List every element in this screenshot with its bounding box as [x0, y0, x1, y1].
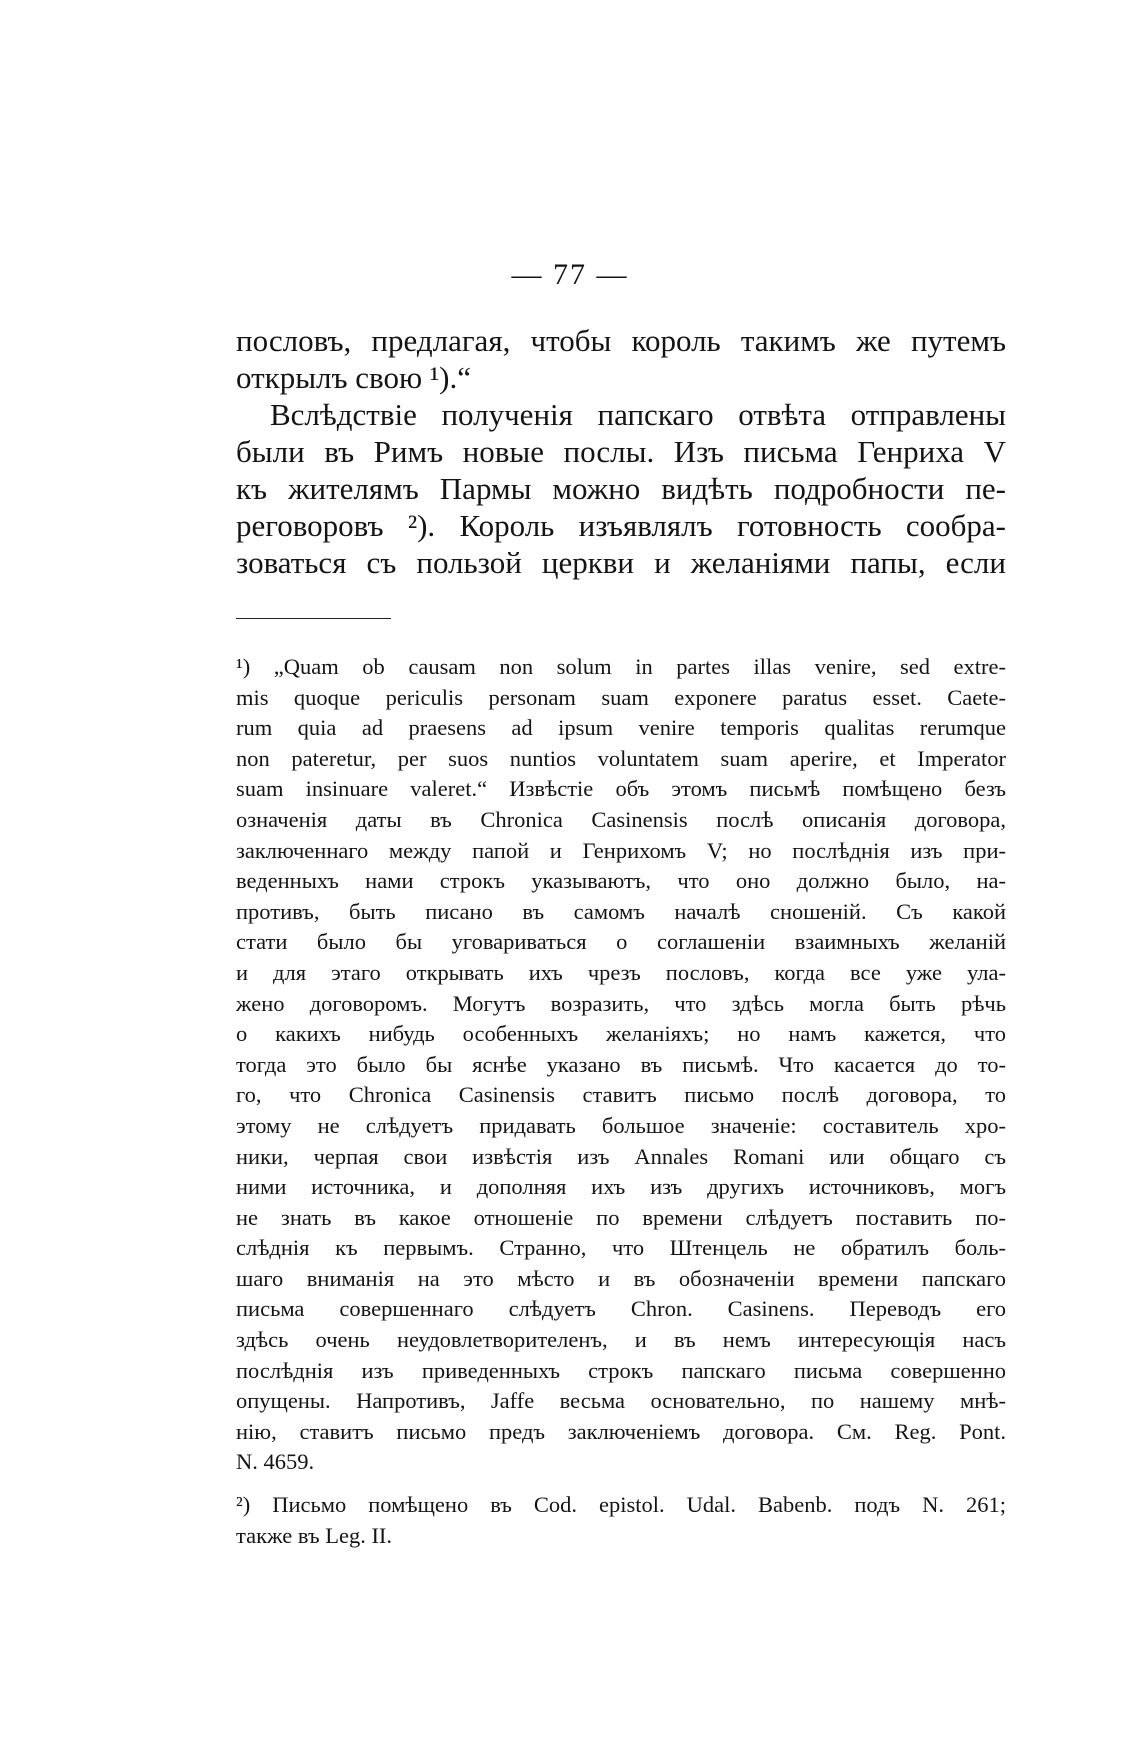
main-text	[236, 322, 1006, 581]
footnote-line: ²) Письмо помѣщено въ Cod. epistol. Udal. Babenb. подъ N. 261;	[236, 1492, 1006, 1518]
footnote-2	[236, 1490, 1006, 1551]
footnote-line: жено договоромъ. Могутъ возразить, что здѣсь могла быть рѣчь	[236, 990, 1006, 1016]
footnote-line: mis quoque periculis personam suam exponere paratus esset. Caete-	[236, 684, 1006, 710]
footnote-line: опущены. Напротивъ, Jaffe весьма основательно, по нашему мнѣ-	[236, 1388, 1006, 1414]
footnote-1	[236, 652, 1006, 1478]
footnote-line: веденныхъ нами строкъ указываютъ, что оно должно было, на-	[236, 868, 1006, 894]
footnote-line: N. 4659.	[236, 1449, 315, 1475]
footnote-line: также въ Leg. II.	[236, 1522, 393, 1548]
footnote-line: ними источника, и дополняя ихъ изъ другихъ источниковъ, могъ	[236, 1174, 1006, 1200]
footnote-line: слѣднія къ первымъ. Странно, что Штенцель не обратилъ боль-	[236, 1235, 1006, 1261]
footnote-line: о какихъ нибудь особенныхъ желаніяхъ; но намъ кажется, что	[236, 1021, 1006, 1047]
footnote-line: заключеннаго между папой и Генрихомъ V; но послѣднія изъ при-	[236, 837, 1006, 863]
footnote-line: ники, черпая свои извѣстія изъ Annales Romani или общаго съ	[236, 1143, 1006, 1169]
footnote-line: нію, ставитъ письмо предъ заключеніемъ договора. См. Reg. Pont.	[236, 1418, 1006, 1444]
text-line: реговоровъ ²). Король изъявлялъ готовность сообра-	[236, 508, 1006, 543]
footnote-line: означенія даты въ Chronica Casinensis послѣ описанія договора,	[236, 806, 1006, 832]
footnote-line: шаго вниманія на это мѣсто и въ обозначеніи времени папскаго	[236, 1265, 1006, 1291]
footnote-line: suam insinuare valeret.“ Извѣстіе объ этомъ письмѣ помѣщено безъ	[236, 776, 1006, 802]
text-line: Вслѣдствіе полученія папскаго отвѣта отправлены	[270, 397, 1006, 432]
footnote-line: этому не слѣдуетъ придавать большое значеніе: составитель хро-	[236, 1112, 1006, 1138]
text-line: къ жителямъ Пармы можно видѣть подробности пе-	[236, 471, 1006, 506]
footnote-line: письма совершеннаго слѣдуетъ Chron. Casinens. Переводъ его	[236, 1296, 1006, 1322]
footnote-line: non pateretur, per suos nuntios voluntatem suam aperire, et Imperator	[236, 745, 1006, 771]
footnote-line: rum quia ad praesens ad ipsum venire temporis qualitas rerumque	[236, 715, 1006, 741]
footnote-line: не знать въ какое отношеніе по времени слѣдуетъ поставить по-	[236, 1204, 1006, 1230]
text-line: зоваться съ пользой церкви и желаніями папы, если	[236, 545, 1006, 580]
footnote-line: противъ, быть писано въ самомъ началѣ сношеній. Съ какой	[236, 898, 1006, 924]
footnotes	[236, 652, 1006, 1551]
footnote-line: послѣднія изъ приведенныхъ строкъ папскаго письма совершенно	[236, 1357, 1006, 1383]
footnote-separator	[236, 618, 391, 619]
footnote-line: ¹) „Quam ob causam non solum in partes illas venire, sed extre-	[236, 654, 1006, 679]
footnote-line: тогда это было бы яснѣе указано въ письмѣ. Что касается до то-	[236, 1051, 1006, 1077]
footnote-line: го, что Chronica Casinensis ставитъ письмо послѣ договора, то	[236, 1082, 1006, 1108]
footnote-line: здѣсь очень неудовлетворителенъ, и въ немъ интересующія насъ	[236, 1327, 1006, 1353]
text-line: были въ Римъ новые послы. Изъ письма Генриха V	[236, 434, 1006, 469]
page-number: — 77 —	[511, 258, 629, 291]
footnote-line: и для этаго открывать ихъ чрезъ пословъ, когда все уже ула-	[236, 959, 1006, 985]
text-line: открылъ свою ¹).“	[236, 360, 471, 395]
text-line: пословъ, предлагая, чтобы король такимъ же путемъ	[236, 323, 1006, 358]
footnote-line: стати было бы уговариваться о соглашеніи взаимныхъ желаній	[236, 929, 1006, 955]
